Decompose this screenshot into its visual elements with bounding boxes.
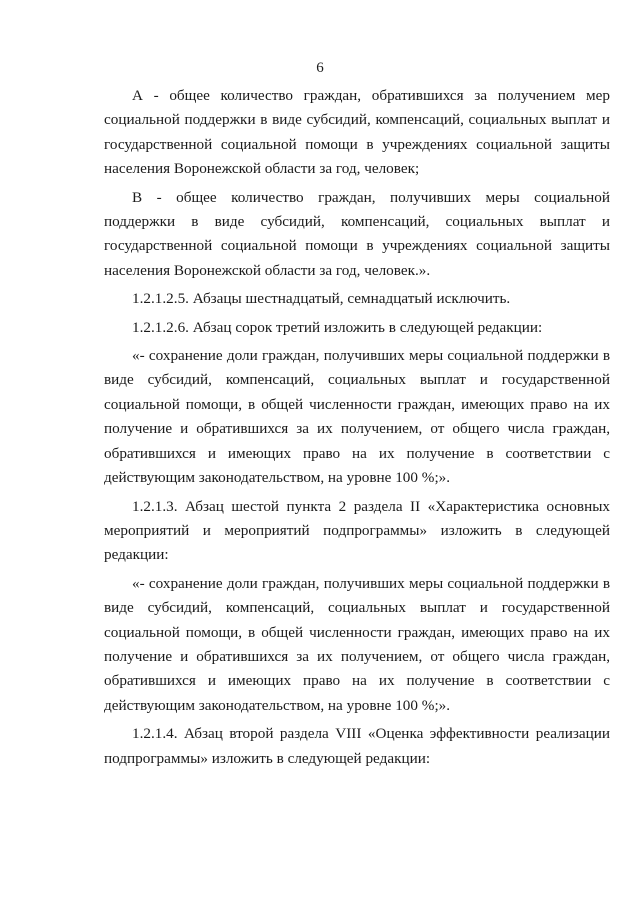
paragraph-item-1-2-1-3: 1.2.1.3. Абзац шестой пункта 2 раздела II «Характеристика основных мероприятий и мероприятий подпрограммы» изложить в следующей редакции: — [104, 497, 610, 564]
document-body — [104, 84, 610, 775]
paragraph-definition-a: А - общее количество граждан, обратившихся за получением мер социальной поддержки в виде субсидий, компенсаций, социальных выплат и государственной социальной помощи в учреждениях социальной защиты населения Воронежской области за год, человек; — [104, 87, 610, 178]
paragraph-item-1-2-1-2-5: 1.2.1.2.5. Абзацы шестнадцатый, семнадцатый исключить. — [132, 290, 511, 308]
page-number: 6 — [316, 60, 324, 76]
paragraph-definition-b: В - общее количество граждан, получивших меры социальной поддержки в виде субсидий, компенсаций, социальных выплат и государственной социальной помощи в учреждениях социальной защиты населения Воронежской области за год, человек.». — [104, 188, 610, 279]
paragraph-item-1-2-1-4: 1.2.1.4. Абзац второй раздела VIII «Оценка эффективности реализации подпрограммы» изложить в следующей редакции: — [104, 725, 610, 767]
paragraph-quote-1: «- сохранение доли граждан, получивших меры социальной поддержки в виде субсидий, компенсаций, социальных выплат и государственной социальной помощи, в общей численности граждан, имеющих право на их получение и обратившихся за их получением, от общего числа граждан, обратившихся и имеющих право на их получение в соответствии с действующим законодательством, на уровне 100 %;». — [104, 347, 610, 487]
paragraph-item-1-2-1-2-6: 1.2.1.2.6. Абзац сорок третий изложить в следующей редакции: — [132, 318, 543, 336]
paragraph-quote-2: «- сохранение доли граждан, получивших меры социальной поддержки в виде субсидий, компенсаций, социальных выплат и государственной социальной помощи, в общей численности граждан, имеющих право на их получение и обратившихся за их получением, от общего числа граждан, обратившихся и имеющих право на их получение в соответствии с действующим законодательством, на уровне 100 %;». — [104, 574, 610, 714]
